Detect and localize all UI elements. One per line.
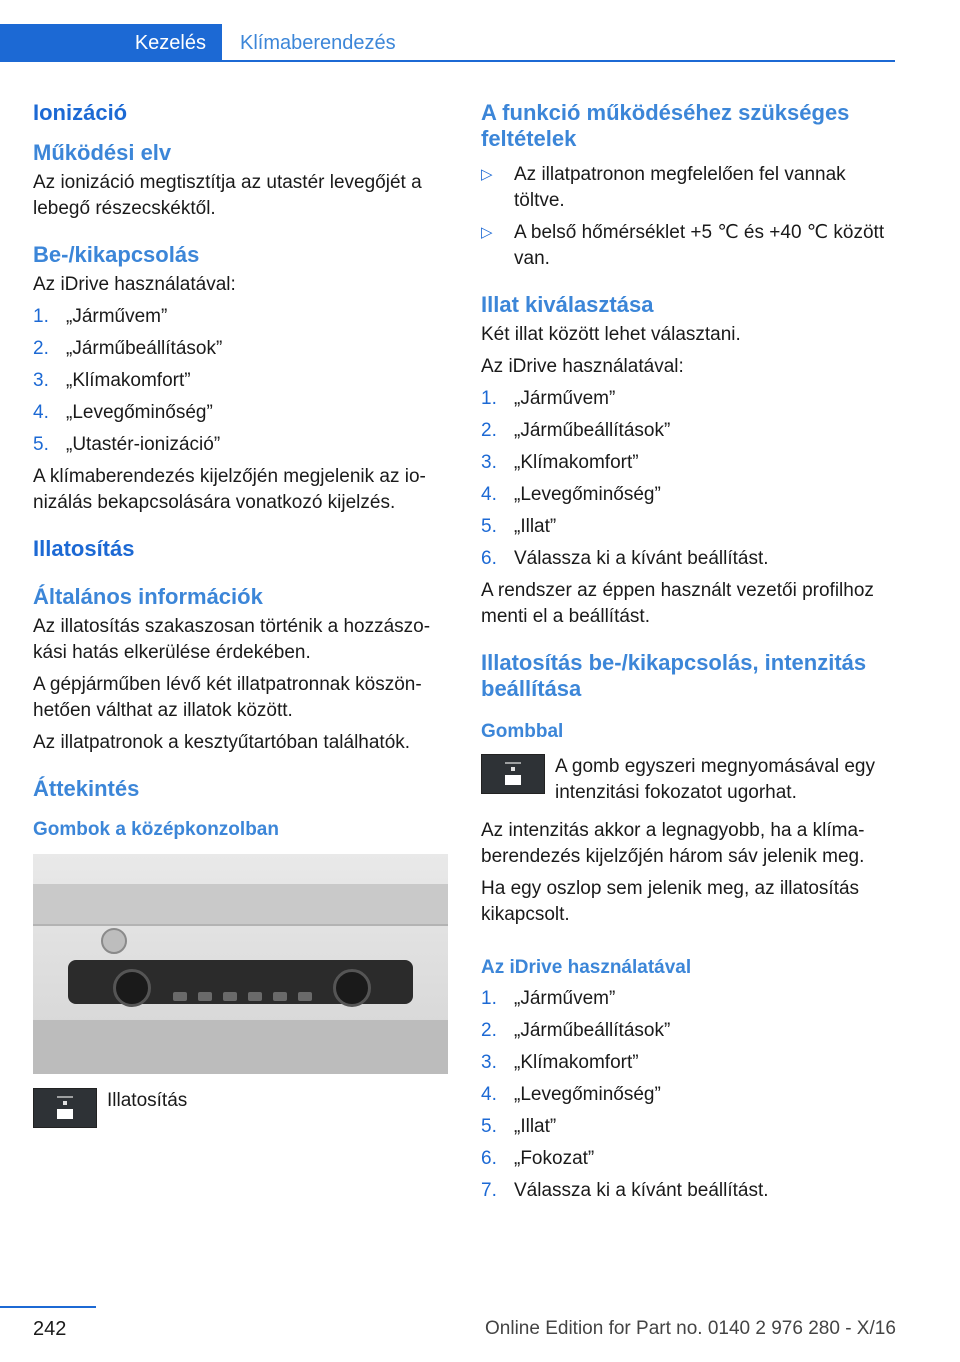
left-column	[33, 100, 448, 1140]
illatositas-icon-row	[33, 1088, 448, 1128]
tab-kezeles-label: Kezelés	[134, 31, 206, 54]
heading-gombbal: Gombbal	[481, 721, 564, 742]
text-rendszer: A rendszer az éppen használt vezetői profilhoz menti el a beállítást.	[481, 580, 874, 627]
bullet-text: Az illatpatronon megfelelően fel vannak töltve.	[514, 164, 846, 211]
list-item	[481, 386, 896, 412]
heading-illatositas: Illatosítás	[33, 536, 135, 561]
heading-mukodesi-elv: Működési elv	[33, 140, 172, 165]
bullet-item	[481, 162, 896, 214]
list-number: 5.	[33, 434, 49, 455]
list-item	[481, 450, 896, 476]
heading-attekintes: Áttekintés	[33, 776, 140, 801]
list-item	[33, 336, 448, 362]
list-intenzitas-steps	[481, 986, 896, 1204]
list-item	[33, 432, 448, 458]
text-intenzitas-1: Az intenzitás akkor a legnagyobb, ha a klímaberendezés kijelzőjén három sáv jelenik meg.	[481, 820, 865, 867]
list-item	[481, 986, 896, 1012]
list-text: Válassza ki a kívánt beállítást.	[514, 1180, 769, 1201]
list-item	[481, 546, 896, 572]
list-number: 4.	[481, 1084, 497, 1105]
list-text: „Utastér-ionizáció”	[66, 434, 221, 455]
tab-klimaberendezes[interactable]: Klímaberendezés	[240, 32, 396, 54]
text-ket-illat: Két illat között lehet választani.	[481, 324, 741, 345]
list-text: „Levegőminőség”	[514, 484, 661, 505]
list-feltetelek	[481, 162, 896, 272]
edition-text: Online Edition for Part no. 0140 2 976 280 - X/16	[485, 1318, 896, 1339]
page-number: 242	[33, 1318, 67, 1340]
text-gomb: A gomb egyszeri megnyomásával egy intenzitási fokozatot ugorhat.	[555, 756, 875, 803]
list-text: „Klímakomfort”	[514, 452, 639, 473]
list-item	[481, 1082, 896, 1108]
list-number: 2.	[481, 420, 497, 441]
list-ionizacio-steps	[33, 304, 448, 458]
list-illat-steps	[481, 386, 896, 572]
list-item	[33, 368, 448, 394]
list-item	[481, 1146, 896, 1172]
right-column	[481, 100, 896, 1210]
heading-intenzitas: Illatosítás be-/kikapcsolás, intenzitás beállítása	[481, 650, 867, 701]
list-item	[33, 304, 448, 330]
text-intenzitas-2: Ha egy oszlop sem jelenik meg, az illatosítás kikapcsolt.	[481, 878, 860, 925]
list-number: 3.	[481, 452, 497, 473]
list-number: 6.	[481, 1148, 497, 1169]
list-text: „Járművem”	[66, 306, 168, 327]
list-number: 5.	[481, 516, 497, 537]
fragrance-button-icon	[481, 754, 545, 794]
list-text: „Járműbeállítások”	[66, 338, 223, 359]
heading-idrive: Az iDrive használatával	[481, 957, 692, 978]
list-number: 2.	[33, 338, 49, 359]
text-altalanos-1: Az illatosítás szakaszosan történik a hozzászokási hatás elkerülése érdekében.	[33, 616, 431, 663]
list-text: „Levegőminőség”	[66, 402, 213, 423]
text-mukodesi-elv: Az ionizáció megtisztítja az utastér levegőjét a lebegő részecskéktől.	[33, 172, 422, 219]
list-text: „Levegőminőség”	[514, 1084, 661, 1105]
triangle-bullet-icon: ▷	[481, 224, 493, 241]
tab-kezeles[interactable]	[0, 24, 222, 62]
list-text: „Fokozat”	[514, 1148, 595, 1169]
heading-feltetelek: A funkció működéséhez szükséges feltételek	[481, 100, 850, 151]
footer-divider	[0, 1306, 96, 1308]
center-console-photo	[33, 854, 448, 1074]
list-item	[481, 1018, 896, 1044]
list-item	[481, 418, 896, 444]
text-idrive: Az iDrive használatával:	[481, 356, 684, 377]
list-text: Válassza ki a kívánt beállítást.	[514, 548, 769, 569]
list-item	[481, 482, 896, 508]
list-number: 1.	[481, 388, 497, 409]
list-text: „Illat”	[514, 516, 557, 537]
list-text: „Járművem”	[514, 388, 616, 409]
list-number: 1.	[481, 988, 497, 1009]
list-number: 1.	[33, 306, 49, 327]
list-item	[481, 1050, 896, 1076]
list-number: 5.	[481, 1116, 497, 1137]
heading-illat-valasztasa: Illat kiválasztása	[481, 292, 654, 317]
list-number: 4.	[481, 484, 497, 505]
list-number: 3.	[481, 1052, 497, 1073]
list-item	[481, 514, 896, 540]
heading-altalanos: Általános információk	[33, 584, 263, 609]
list-text: „Klímakomfort”	[66, 370, 191, 391]
header-divider	[0, 60, 895, 62]
list-number: 7.	[481, 1180, 497, 1201]
heading-bekikapcsolas: Be-/kikapcsolás	[33, 242, 200, 267]
list-text: „Klímakomfort”	[514, 1052, 639, 1073]
text-altalanos-2: A gépjárműben lévő két illatpatronnak köszönhetően válthat az illatok között.	[33, 674, 422, 721]
gombbal-icon-row	[481, 754, 896, 806]
heading-ionizacio: Ionizáció	[33, 100, 128, 125]
triangle-bullet-icon: ▷	[481, 166, 493, 183]
heading-gombok: Gombok a középkonzolban	[33, 819, 279, 840]
icon-label: Illatosítás	[107, 1090, 188, 1111]
bullet-text: A belső hőmérséklet +5 ℃ és +40 ℃ között van.	[514, 222, 885, 269]
list-text: „Illat”	[514, 1116, 557, 1137]
text-altalanos-3: Az illatpatronok a kesztyűtartóban találhatók.	[33, 732, 411, 753]
list-text: „Járműbeállítások”	[514, 1020, 671, 1041]
list-text: „Járművem”	[514, 988, 616, 1009]
page-header	[0, 24, 895, 62]
list-number: 2.	[481, 1020, 497, 1041]
list-number: 4.	[33, 402, 49, 423]
list-item	[33, 400, 448, 426]
list-number: 3.	[33, 370, 49, 391]
list-number: 6.	[481, 548, 497, 569]
list-item	[481, 1114, 896, 1140]
list-item	[481, 1178, 896, 1204]
fragrance-button-icon	[33, 1088, 97, 1128]
text-idrive: Az iDrive használatával:	[33, 274, 236, 295]
text-kijelzo: A klímaberendezés kijelzőjén megjelenik az ionizálás bekapcsolására vonatkozó kijelzés.	[33, 466, 426, 513]
list-text: „Járműbeállítások”	[514, 420, 671, 441]
bullet-item	[481, 220, 896, 272]
